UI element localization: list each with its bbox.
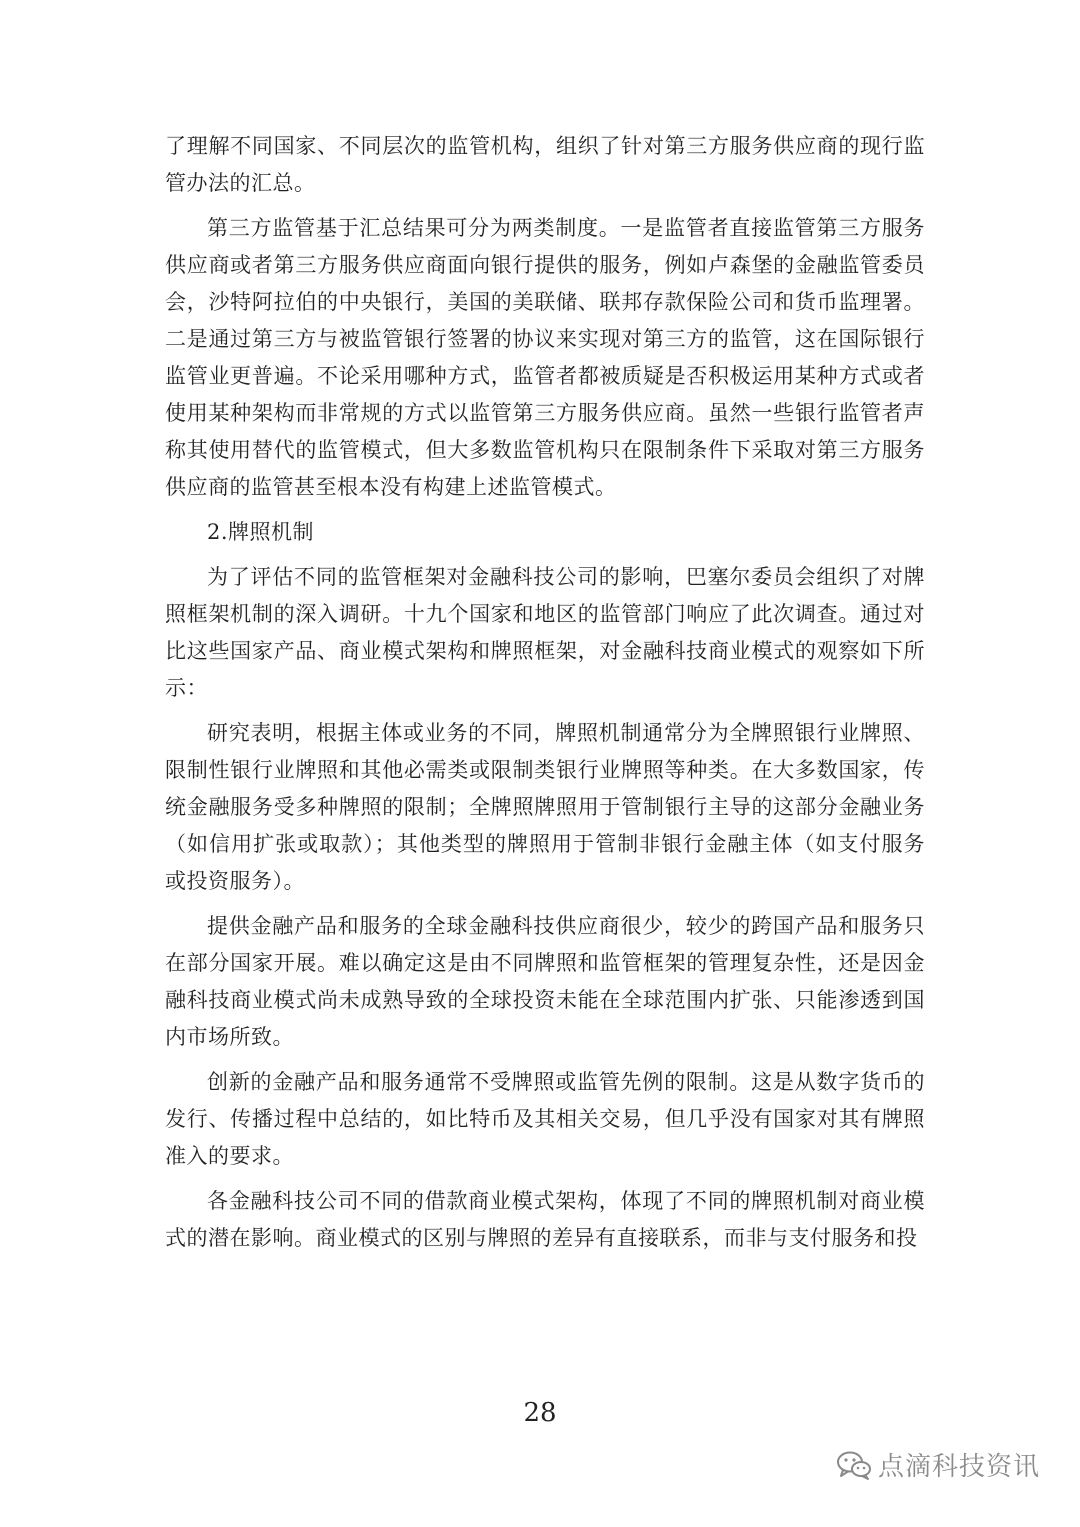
paragraph-license-types: 研究表明，根据主体或业务的不同，牌照机制通常分为全牌照银行业牌照、限制性银行业牌照和其他必需类或限制类银行业牌照等种类。在大多数国家，传统金融服务受多种牌照的限制；全牌照牌照用于管制银行主导的这部分金融业务（如信用扩张或取款）；其他类型的牌照用于管制非银行金融主体（如支付服务或投资服务）。 (165, 721, 925, 893)
paragraph-global-providers: 提供金融产品和服务的全球金融科技供应商很少，较少的跨国产品和服务只在部分国家开展。难以确定这是由不同牌照和监管框架的管理复杂性，还是因金融科技商业模式尚未成熟导致的全球投资未能在全球范围内扩张、只能渗透到国内市场所致。 (165, 914, 925, 1049)
paragraph-lending-models: 各金融科技公司不同的借款商业模式架构，体现了不同的牌照机制对商业模式的潜在影响。商业模式的区别与牌照的差异有直接联系，而非与支付服务和投 (165, 1189, 925, 1250)
paragraph-third-party-regulation: 第三方监管基于汇总结果可分为两类制度。一是监管者直接监管第三方服务供应商或者第三方服务供应商面向银行提供的服务，例如卢森堡的金融监管委员会，沙特阿拉伯的中央银行，美国的美联储、联邦存款保险公司和货币监理署。二是通过第三方与被监管银行签署的协议来实现对第三方的监管，这在国际银行监管业更普遍。不论采用哪种方式，监管者都被质疑是否积极运用某种方式或者使用某种架构而非常规的方式以监管第三方服务供应商。虽然一些银行监管者声称其使用替代的监管模式，但大多数监管机构只在限制条件下采取对第三方服务供应商的监管甚至根本没有构建上述监管模式。 (165, 216, 925, 499)
page-number: 28 (523, 1398, 557, 1428)
wechat-icon (836, 1450, 872, 1480)
document-body (165, 128, 925, 1257)
watermark (836, 1446, 1040, 1483)
section-heading-license-mechanism: 2.牌照机制 (207, 520, 315, 544)
paragraph-innovative-products: 创新的金融产品和服务通常不受牌照或监管先例的限制。这是从数字货币的发行、传播过程中总结的，如比特币及其相关交易，但几乎没有国家对其有牌照准入的要求。 (165, 1070, 925, 1168)
watermark-text: 点滴科技资讯 (877, 1452, 1040, 1482)
paragraph-continued: 了理解不同国家、不同层次的监管机构，组织了针对第三方服务供应商的现行监管办法的汇总。 (165, 134, 925, 195)
paragraph-basel-survey: 为了评估不同的监管框架对金融科技公司的影响，巴塞尔委员会组织了对牌照框架机制的深入调研。十九个国家和地区的监管部门响应了此次调查。通过对比这些国家产品、商业模式架构和牌照框架，对金融科技商业模式的观察如下所示： (165, 565, 925, 700)
